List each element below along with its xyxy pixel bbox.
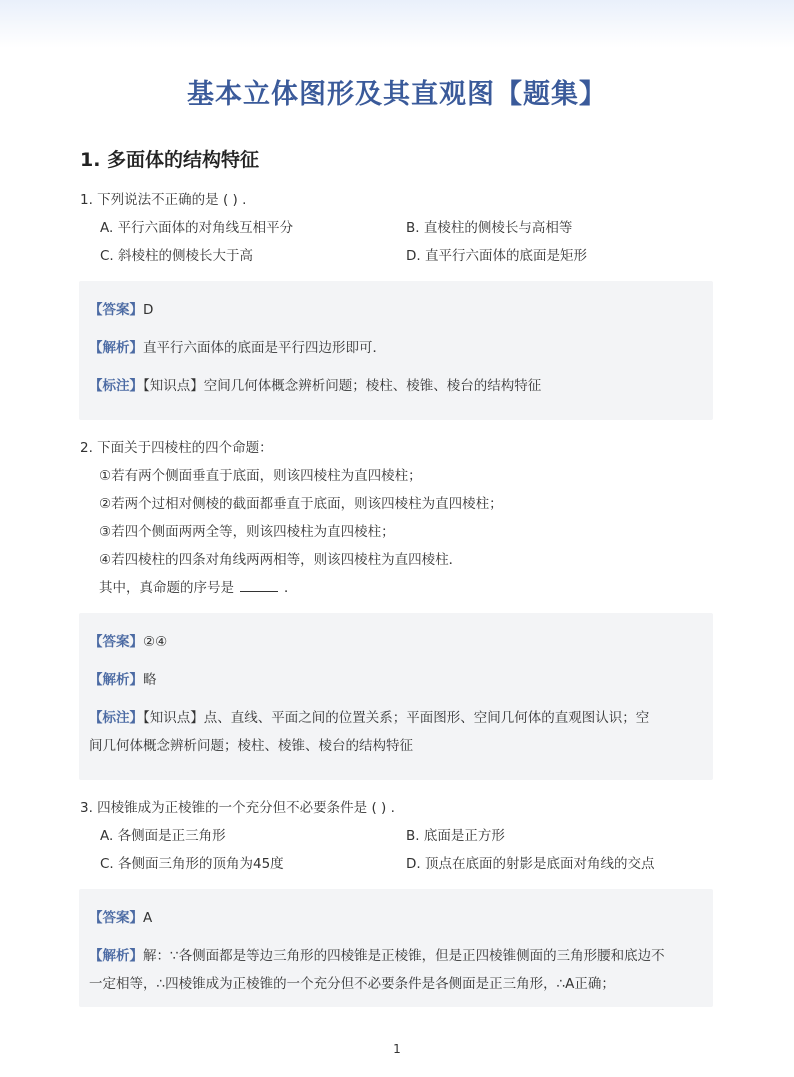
q3-analysis-line2: 一定相等，∴四棱锥成为正棱锥的一个充分但不必要条件是各侧面是正三角形，∴A正确； [89,976,615,992]
q3-answer: A [143,910,153,926]
q3-option-c: C. 各侧面三角形的顶角为45度 [100,856,284,872]
q2-ask-suffix: ． [284,580,298,596]
q1-note-row [89,372,697,400]
q1-analysis: 直平行六面体的底面是平行四边形即可． [143,340,386,356]
answer-label: 【答案】 [89,634,143,650]
q3-solution-box [79,889,713,1007]
q3-option-b: B. 底面是正方形 [406,828,505,844]
q2-statement-4: ④若四棱柱的四条对角线两两相等，则该四棱柱为直四棱柱． [99,552,463,568]
q3-answer-row [89,904,697,932]
q1-answer: D [143,302,154,318]
section-heading: 1. 多面体的结构特征 [80,149,260,171]
q2-statement-1: ①若有两个侧面垂直于底面，则该四棱柱为直四棱柱； [99,468,422,484]
q2-note-row [89,704,697,732]
q2-note-line2: 间几何体概念辨析问题；棱柱、棱锥、棱台的结构特征 [89,738,413,754]
q2-answer: ②④ [143,634,168,650]
q3-analysis-row-2 [89,970,697,998]
q2-analysis-row [89,666,697,694]
q2-analysis: 略 [143,672,157,688]
q3-analysis-row [89,942,697,970]
q1-note: 【知识点】空间几何体概念辨析问题；棱柱、棱锥、棱台的结构特征 [143,378,542,394]
question-2-stem: 2. 下面关于四棱柱的四个命题： [80,440,273,456]
q3-option-d: D. 顶点在底面的射影是底面对角线的交点 [406,856,655,872]
q2-answer-row [89,628,697,656]
q2-ask-prefix: 其中，真命题的序号是 [99,580,234,596]
analysis-label: 【解析】 [89,340,143,356]
q1-answer-row [89,296,697,324]
answer-label: 【答案】 [89,910,143,926]
analysis-label: 【解析】 [89,948,143,964]
q2-statement-3: ③若四个侧面两两全等，则该四棱柱为直四棱柱； [99,524,395,540]
q1-option-a: A. 平行六面体的对角线互相平分 [100,220,294,236]
header-band [0,0,794,48]
q2-statement-2: ②若两个过相对侧棱的截面都垂直于底面，则该四棱柱为直四棱柱； [99,496,503,512]
q2-solution-box [79,613,713,780]
answer-blank [240,579,278,592]
q2-note-line1: 【知识点】点、直线、平面之间的位置关系；平面图形、空间几何体的直观图认识；空 [143,710,650,726]
question-3-stem: 3. 四棱锥成为正棱锥的一个充分但不必要条件是 ( ) . [80,800,395,816]
note-label: 【标注】 [89,378,143,394]
q2-ask [99,576,298,596]
q3-option-a: A. 各侧面是正三角形 [100,828,226,844]
q1-option-c: C. 斜棱柱的侧棱长大于高 [100,248,254,264]
q3-analysis-line1: 解：∵各侧面都是等边三角形的四棱锥是正棱锥，但是正四棱锥侧面的三角形腰和底边不 [143,948,665,964]
analysis-label: 【解析】 [89,672,143,688]
q1-option-d: D. 直平行六面体的底面是矩形 [406,248,587,264]
q1-option-b: B. 直棱柱的侧棱长与高相等 [406,220,573,236]
page-number: 1 [393,1042,401,1056]
note-label: 【标注】 [89,710,143,726]
q1-analysis-row [89,334,697,362]
document-title: 基本立体图形及其直观图【题集】 [187,79,607,110]
answer-label: 【答案】 [89,302,143,318]
q1-solution-box [79,281,713,420]
question-1-stem: 1. 下列说法不正确的是 ( ) . [80,192,247,208]
q2-note-row-2 [89,732,697,760]
